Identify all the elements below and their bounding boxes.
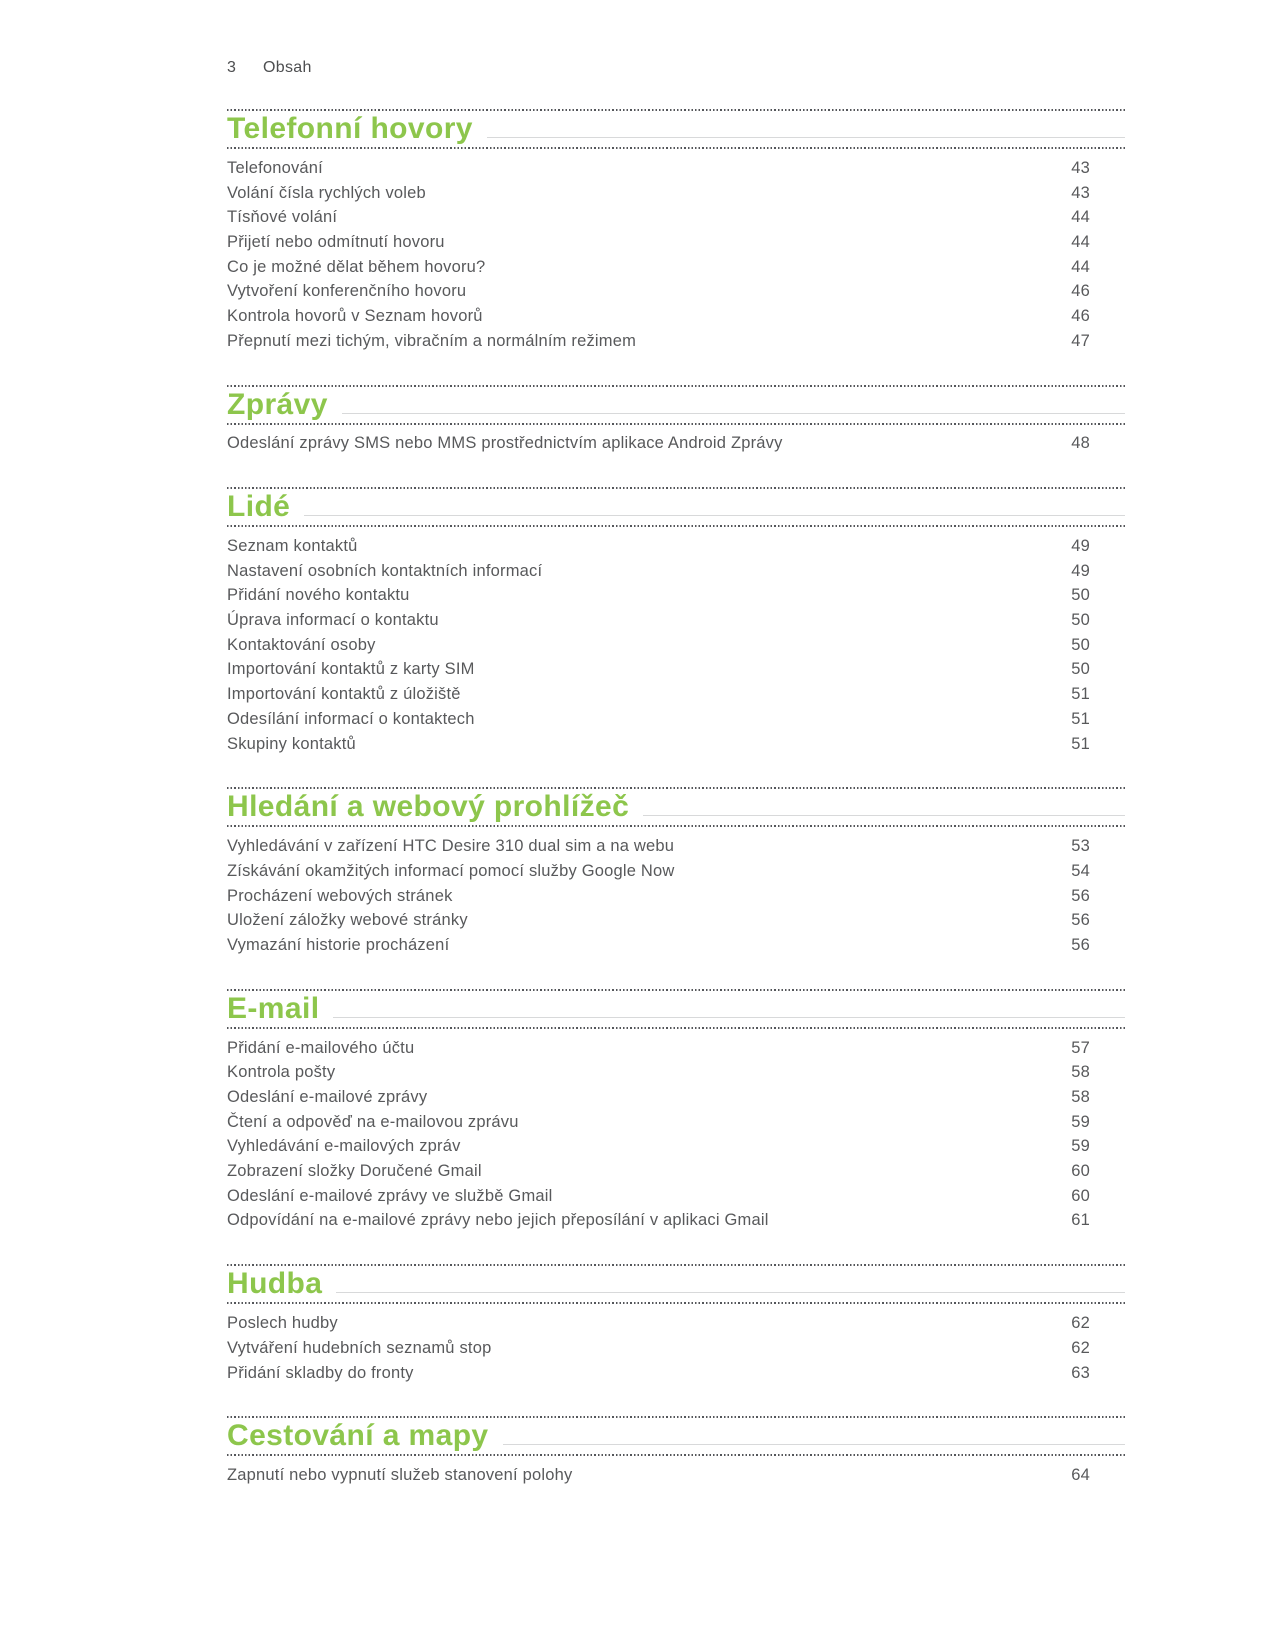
entry-title: Zapnutí nebo vypnutí služeb stanovení polohy	[227, 1466, 573, 1485]
toc-section	[227, 487, 1127, 756]
toc-entry	[227, 682, 1127, 707]
section-entries	[227, 1304, 1127, 1385]
heading-baseline-rule	[304, 515, 1125, 516]
entry-title: Volání čísla rychlých voleb	[227, 183, 426, 202]
section-entries	[227, 149, 1127, 354]
heading-baseline-rule	[336, 1292, 1125, 1293]
entry-title: Odesílání informací o kontaktech	[227, 709, 475, 728]
toc-entry	[227, 156, 1127, 181]
entry-page-number: 60	[1071, 1162, 1090, 1181]
entry-title: Skupiny kontaktů	[227, 734, 356, 753]
section-title: Telefonní hovory	[227, 112, 473, 145]
section-heading-row	[227, 111, 1127, 147]
entry-page-number: 50	[1071, 635, 1090, 654]
toc-entry	[227, 884, 1127, 909]
toc-entry	[227, 834, 1127, 859]
entry-title: Vyhledávání e-mailových zpráv	[227, 1137, 461, 1156]
entry-page-number: 60	[1071, 1186, 1090, 1205]
entry-title: Odeslání e-mailové zprávy	[227, 1088, 428, 1107]
entry-title: Kontaktování osoby	[227, 635, 376, 654]
page-header	[227, 58, 1127, 78]
toc-entry	[227, 732, 1127, 757]
section-entries	[227, 425, 1127, 457]
entry-page-number: 49	[1071, 561, 1090, 580]
toc-entry	[227, 1184, 1127, 1209]
entry-page-number: 49	[1071, 537, 1090, 556]
entry-title: Poslech hudby	[227, 1314, 338, 1333]
toc-entry	[227, 933, 1127, 958]
entry-page-number: 53	[1071, 837, 1090, 856]
entry-title: Čtení a odpověď na e-mailovou zprávu	[227, 1112, 519, 1131]
entry-title: Kontrola pošty	[227, 1063, 336, 1082]
header-title: Obsah	[263, 59, 312, 76]
entry-page-number: 46	[1071, 306, 1090, 325]
entry-page-number: 56	[1071, 935, 1090, 954]
entry-page-number: 44	[1071, 232, 1090, 251]
entry-title: Přidání nového kontaktu	[227, 586, 410, 605]
toc-entry	[227, 1336, 1127, 1361]
entry-page-number: 51	[1071, 734, 1090, 753]
section-title: E-mail	[227, 991, 320, 1025]
entry-title: Přidání e-mailového účtu	[227, 1038, 415, 1057]
toc-section	[227, 787, 1127, 957]
entry-title: Importování kontaktů z karty SIM	[227, 660, 475, 679]
entry-page-number: 58	[1071, 1088, 1090, 1107]
toc-entry	[227, 1135, 1127, 1160]
entry-title: Vytváření hudebních seznamů stop	[227, 1338, 492, 1357]
section-title: Zprávy	[227, 387, 328, 421]
toc-entry	[227, 205, 1127, 230]
entry-title: Získávání okamžitých informací pomocí služby Google Now	[227, 861, 675, 880]
entry-title: Telefonování	[227, 158, 323, 177]
toc-entry	[227, 1036, 1127, 1061]
entry-page-number: 47	[1071, 331, 1090, 350]
entry-page-number: 50	[1071, 586, 1090, 605]
toc-entry	[227, 432, 1127, 457]
entry-page-number: 48	[1071, 434, 1090, 453]
toc-sections	[227, 109, 1127, 1488]
toc-entry	[227, 559, 1127, 584]
entry-page-number: 59	[1071, 1137, 1090, 1156]
toc-section	[227, 109, 1127, 354]
heading-baseline-rule	[333, 1017, 1125, 1018]
entry-title: Co je možné dělat během hovoru?	[227, 257, 486, 276]
toc-section	[227, 1264, 1127, 1385]
toc-entry	[227, 608, 1127, 633]
toc-entry	[227, 1361, 1127, 1386]
entry-page-number: 46	[1071, 282, 1090, 301]
toc-entry	[227, 908, 1127, 933]
section-title: Hudba	[227, 1267, 323, 1301]
entry-page-number: 44	[1071, 257, 1090, 276]
section-heading-row	[227, 1418, 1127, 1454]
entry-page-number: 50	[1071, 611, 1090, 630]
entry-page-number: 61	[1071, 1211, 1090, 1230]
entry-title: Seznam kontaktů	[227, 537, 358, 556]
toc-entry	[227, 584, 1127, 609]
toc-section	[227, 1416, 1127, 1488]
toc-entry	[227, 1463, 1127, 1488]
entry-page-number: 59	[1071, 1112, 1090, 1131]
entry-page-number: 57	[1071, 1038, 1090, 1057]
entry-page-number: 51	[1071, 685, 1090, 704]
entry-page-number: 58	[1071, 1063, 1090, 1082]
entry-title: Zobrazení složky Doručené Gmail	[227, 1162, 482, 1181]
heading-baseline-rule	[342, 413, 1125, 414]
entry-page-number: 43	[1071, 158, 1090, 177]
toc-entry	[227, 658, 1127, 683]
heading-baseline-rule	[643, 815, 1125, 816]
heading-baseline-rule	[487, 137, 1125, 138]
section-heading-row	[227, 991, 1127, 1027]
entry-page-number: 64	[1071, 1466, 1090, 1485]
toc-entry	[227, 1159, 1127, 1184]
toc-entry	[227, 279, 1127, 304]
entry-page-number: 54	[1071, 861, 1090, 880]
entry-page-number: 56	[1071, 886, 1090, 905]
section-entries	[227, 1029, 1127, 1234]
section-entries	[227, 1456, 1127, 1488]
entry-title: Vytvoření konferenčního hovoru	[227, 282, 467, 301]
entry-page-number: 62	[1071, 1314, 1090, 1333]
entry-title: Tísňové volání	[227, 208, 338, 227]
toc-entry	[227, 1311, 1127, 1336]
entry-title: Přidání skladby do fronty	[227, 1363, 414, 1382]
entry-page-number: 63	[1071, 1363, 1090, 1382]
entry-title: Odpovídání na e-mailové zprávy nebo jejich přeposílání v aplikaci Gmail	[227, 1211, 769, 1230]
section-title: Lidé	[227, 490, 291, 524]
entry-title: Odeslání zprávy SMS nebo MMS prostřednictvím aplikace Android Zprávy	[227, 434, 783, 453]
toc-section	[227, 989, 1127, 1234]
section-title: Hledání a webový prohlížeč	[227, 790, 630, 824]
toc-entry	[227, 304, 1127, 329]
entry-title: Importování kontaktů z úložiště	[227, 685, 461, 704]
entry-title: Odeslání e-mailové zprávy ve službě Gmail	[227, 1186, 553, 1205]
entry-page-number: 56	[1071, 911, 1090, 930]
entry-title: Nastavení osobních kontaktních informací	[227, 561, 543, 580]
heading-baseline-rule	[503, 1444, 1125, 1445]
entry-page-number: 51	[1071, 709, 1090, 728]
toc-entry	[227, 707, 1127, 732]
section-heading-row	[227, 489, 1127, 525]
toc-entry	[227, 1085, 1127, 1110]
entry-title: Přepnutí mezi tichým, vibračním a normálním režimem	[227, 331, 637, 350]
entry-page-number: 44	[1071, 208, 1090, 227]
page-number: 3	[227, 59, 237, 76]
toc-entry	[227, 329, 1127, 354]
entry-title: Úprava informací o kontaktu	[227, 611, 439, 630]
toc-entry	[227, 1209, 1127, 1234]
toc-entry	[227, 534, 1127, 559]
toc-entry	[227, 859, 1127, 884]
entry-title: Procházení webových stránek	[227, 886, 453, 905]
section-entries	[227, 527, 1127, 756]
entry-title: Vyhledávání v zařízení HTC Desire 310 dual sim a na webu	[227, 837, 675, 856]
entry-title: Uložení záložky webové stránky	[227, 911, 468, 930]
toc-entry	[227, 230, 1127, 255]
toc-entry	[227, 1110, 1127, 1135]
toc-section	[227, 385, 1127, 457]
entry-title: Kontrola hovorů v Seznam hovorů	[227, 306, 483, 325]
toc-entry	[227, 1061, 1127, 1086]
entry-page-number: 43	[1071, 183, 1090, 202]
toc-entry	[227, 255, 1127, 280]
entry-page-number: 62	[1071, 1338, 1090, 1357]
toc-entry	[227, 633, 1127, 658]
section-title: Cestování a mapy	[227, 1419, 489, 1453]
section-heading-row	[227, 1266, 1127, 1302]
section-heading-row	[227, 387, 1127, 423]
entry-title: Vymazání historie procházení	[227, 935, 450, 954]
section-entries	[227, 827, 1127, 957]
entry-page-number: 50	[1071, 660, 1090, 679]
section-heading-row	[227, 789, 1127, 825]
entry-title: Přijetí nebo odmítnutí hovoru	[227, 232, 445, 251]
toc-entry	[227, 181, 1127, 206]
